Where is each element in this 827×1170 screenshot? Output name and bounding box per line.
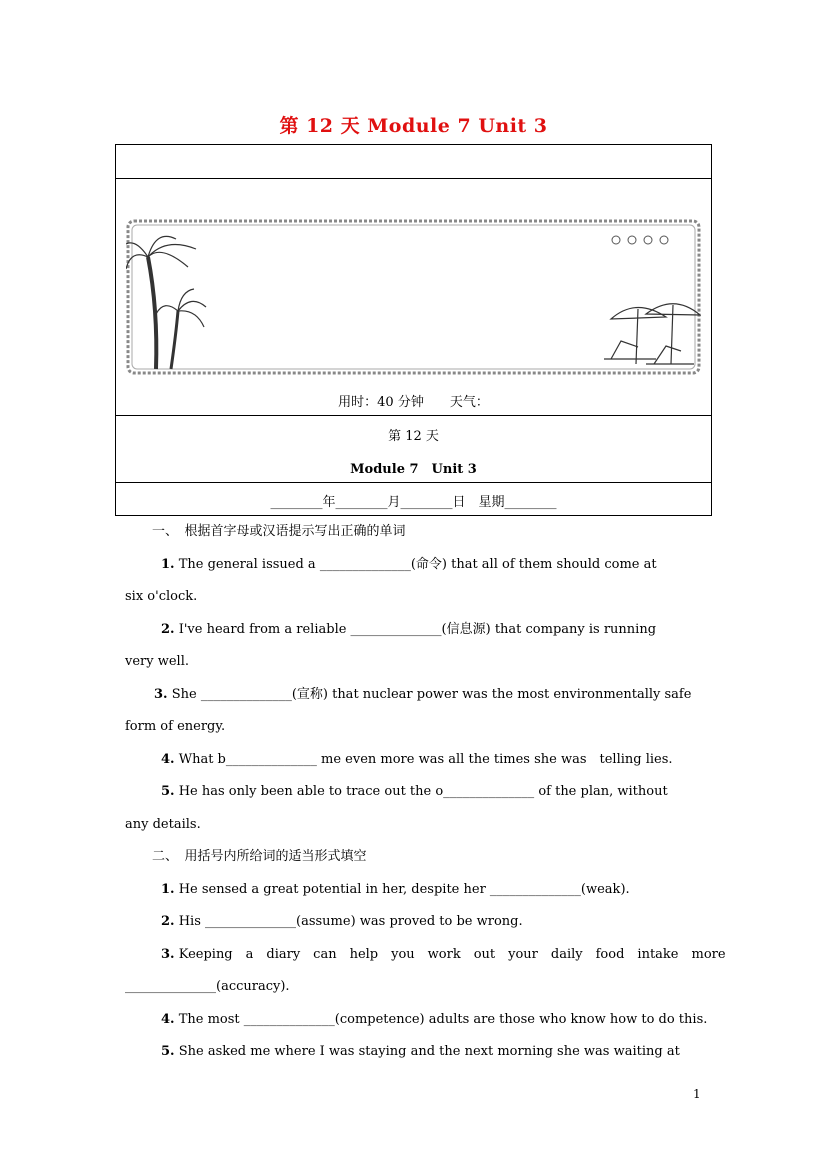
weather-icons — [612, 236, 668, 244]
question-text: The most ______________(competence) adults are those who know how to do this. — [174, 1012, 708, 1027]
question-continuation: any details. — [125, 817, 201, 832]
beach-banner-image — [126, 219, 701, 375]
question-continuation: ______________(accuracy). — [125, 979, 290, 994]
question-1-4 — [161, 751, 673, 769]
question-2-5 — [161, 1043, 680, 1061]
question-number: 1. — [161, 882, 175, 897]
question-number: 3. — [161, 947, 175, 962]
header-empty-row — [115, 144, 712, 179]
header-date-cell — [115, 482, 712, 516]
day-label: 第 12 天 — [388, 429, 439, 444]
question-number: 4. — [161, 1012, 175, 1027]
question-text: Keeping a diary can help you work out your daily food intake more — [174, 947, 726, 962]
question-number: 5. — [161, 784, 175, 799]
question-2-4 — [161, 1011, 707, 1029]
header-banner-cell — [115, 178, 712, 416]
question-number: 2. — [161, 914, 175, 929]
palm-tree-icon — [126, 236, 206, 369]
question-2-2 — [161, 913, 523, 931]
time-weather-line: 用时：40 分钟 天气： — [338, 395, 489, 410]
question-text: I've heard from a reliable ______________(信息源) that company is running — [174, 622, 657, 637]
question-text: He sensed a great potential in her, despite her ______________(weak). — [174, 882, 630, 897]
question-number: 3. — [154, 687, 168, 702]
module-label: Module 7 Unit 3 — [350, 462, 477, 477]
question-1-1 — [161, 556, 657, 574]
question-text: What b______________ me even more was all the times she was telling lies. — [174, 752, 673, 767]
question-number: 1. — [161, 557, 175, 572]
section1-heading: 一、 根据首字母或汉语提示写出正确的单词 — [152, 524, 406, 539]
question-text: She ______________(宣称) that nuclear power was the most environmentally safe — [167, 687, 692, 702]
date-line: ________年________月________日 星期________ — [270, 495, 557, 510]
page-title: 第 12 天 Module 7 Unit 3 — [279, 115, 548, 137]
question-continuation: very well. — [125, 654, 189, 669]
page-number: 1 — [693, 1087, 701, 1101]
question-2-1 — [161, 881, 630, 899]
question-1-3 — [154, 686, 691, 704]
beach-umbrella-icon — [604, 304, 700, 364]
question-continuation: six o'clock. — [125, 589, 198, 604]
question-1-5 — [161, 783, 668, 801]
question-1-2 — [161, 621, 656, 639]
question-text: The general issued a ______________(命令) that all of them should come at — [174, 557, 657, 572]
question-number: 4. — [161, 752, 175, 767]
question-text: His ______________(assume) was proved to be wrong. — [174, 914, 523, 929]
question-number: 2. — [161, 622, 175, 637]
question-2-3 — [161, 946, 726, 964]
question-text: He has only been able to trace out the o______________ of the plan, without — [174, 784, 668, 799]
question-continuation: form of energy. — [125, 719, 226, 734]
question-number: 5. — [161, 1044, 175, 1059]
header-day-cell — [115, 415, 712, 483]
section2-heading: 二、 用括号内所给词的适当形式填空 — [152, 849, 367, 864]
question-text: She asked me where I was staying and the next morning she was waiting at — [174, 1044, 680, 1059]
